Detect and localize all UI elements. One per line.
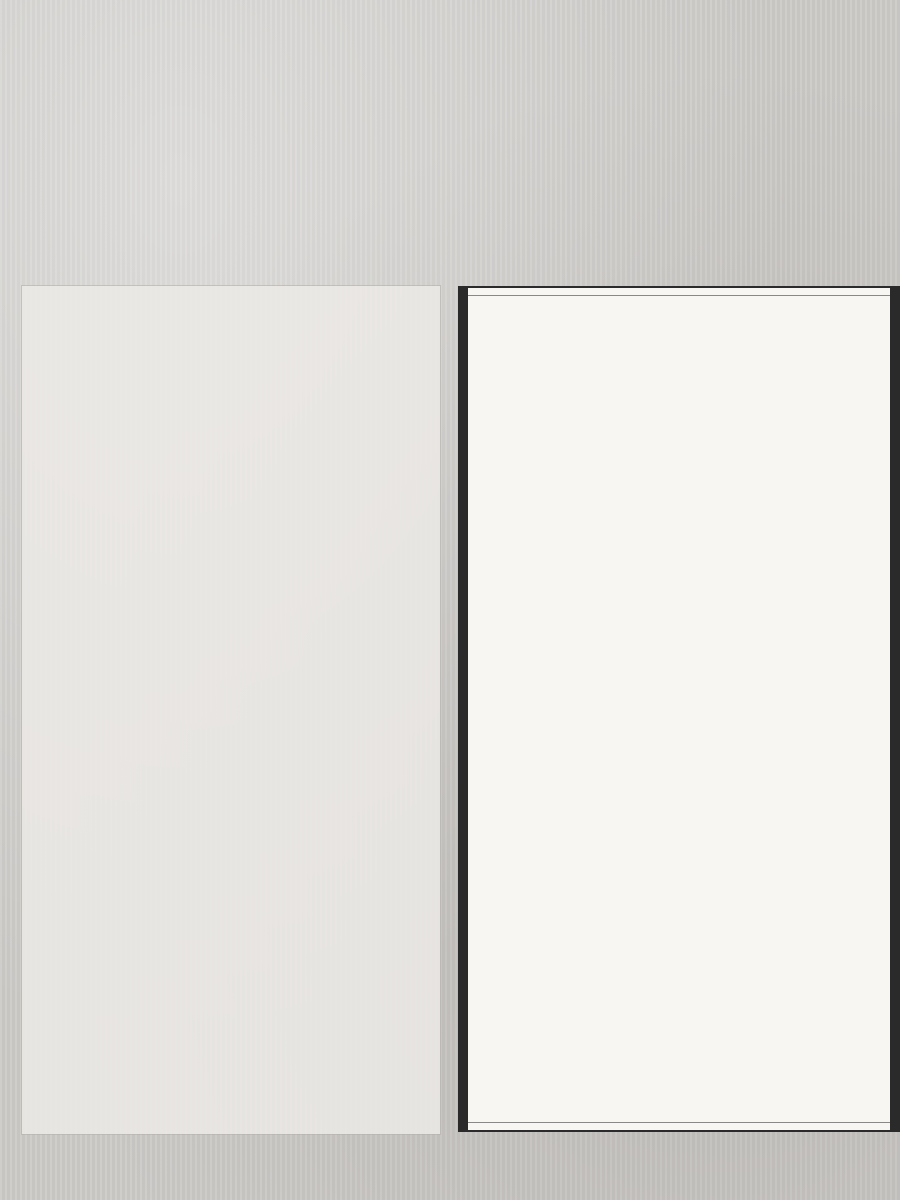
handwriting-scan: [458, 286, 900, 1132]
transcription-panel: [22, 286, 440, 1134]
original-document-image: [458, 286, 900, 1132]
